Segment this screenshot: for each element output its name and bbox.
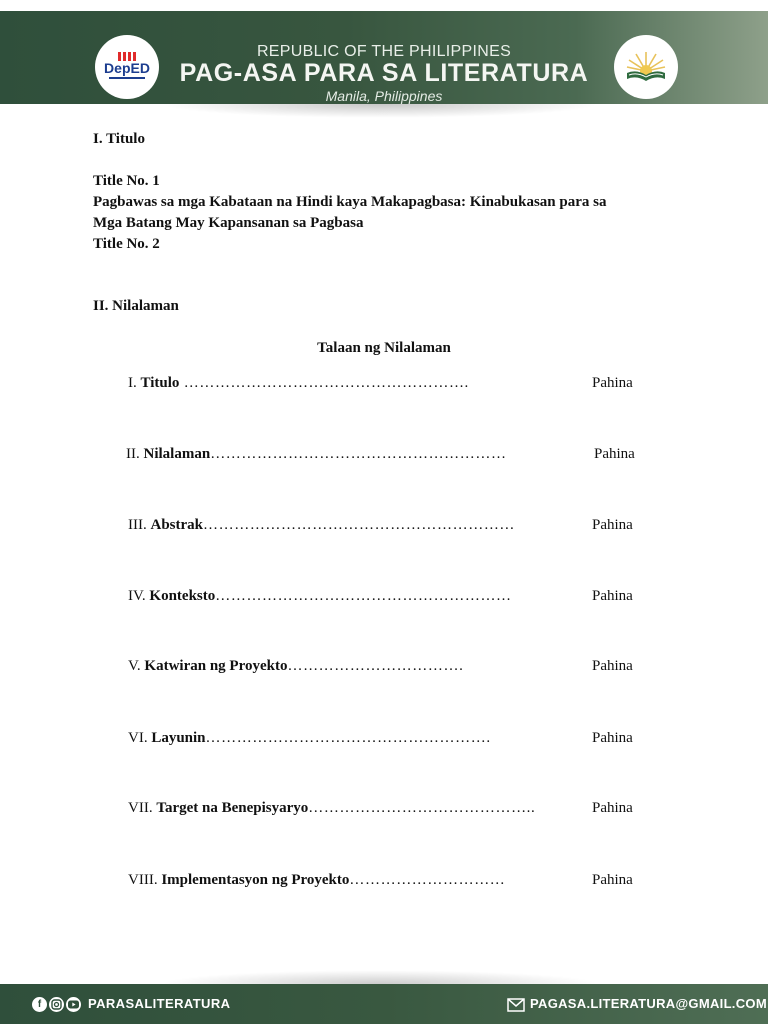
- toc-entry-dots: …………………………………………………: [210, 446, 507, 462]
- toc-entry-page: Pahina: [594, 446, 635, 462]
- toc-entry-page: Pahina: [592, 730, 633, 746]
- toc-entry-number: VII.: [128, 800, 153, 816]
- toc-entry-label: Konteksto: [149, 588, 216, 604]
- youtube-icon[interactable]: [66, 997, 81, 1012]
- toc-entry-number: I.: [128, 375, 137, 391]
- toc-entry-dots: …………………………: [349, 872, 506, 888]
- title1-label: Title No. 1: [93, 173, 160, 189]
- toc-entry-abstrak: [128, 515, 515, 535]
- toc-entry-page: Pahina: [592, 658, 633, 674]
- footer-shadow: [160, 970, 600, 984]
- toc-entry-page: Pahina: [592, 800, 633, 816]
- title2-label: Title No. 2: [93, 236, 160, 252]
- toc-entry-implementasyon: [128, 870, 505, 890]
- section-nilalaman-heading: II. Nilalaman: [93, 298, 179, 314]
- toc-title: Talaan ng Nilalaman: [317, 340, 451, 356]
- title-block: [93, 171, 683, 255]
- toc-entry-dots: ……………………………………………………: [203, 517, 516, 533]
- toc-entry-dots: ……………………………………………….: [179, 375, 469, 391]
- location-label: Manila, Philippines: [325, 88, 443, 104]
- page-header: [0, 11, 768, 104]
- toc-entry-number: II.: [126, 446, 140, 462]
- toc-entry-dots: …………………………….: [287, 658, 464, 674]
- page-footer: [0, 984, 768, 1024]
- toc-entry-number: IV.: [128, 588, 146, 604]
- toc-entry-label: Implementasyon ng Proyekto: [161, 872, 350, 888]
- social-handle[interactable]: PARASALITERATURA: [88, 996, 231, 1011]
- book-sun-logo: [614, 35, 678, 99]
- toc-entry-dots: …………………………………………………: [215, 588, 512, 604]
- facebook-icon[interactable]: f: [32, 997, 47, 1012]
- toc-entry-layunin: [128, 728, 491, 748]
- toc-entry-label: Target na Benepisyaryo: [156, 800, 309, 816]
- toc-entry-label: Layunin: [151, 730, 206, 746]
- toc-entry-label: Nilalaman: [143, 446, 211, 462]
- contact-email[interactable]: PAGASA.LITERATURA@GMAIL.COM: [530, 996, 767, 1011]
- toc-entry-dots: ……………………………………………….: [205, 730, 491, 746]
- toc-entry-number: VIII.: [128, 872, 158, 888]
- deped-logo-text: DepED: [104, 60, 150, 76]
- toc-entry-number: III.: [128, 517, 147, 533]
- toc-entry-number: V.: [128, 658, 141, 674]
- toc-entry-titulo: [128, 373, 469, 393]
- title1-text-line2: Mga Batang May Kapansanan sa Pagbasa: [93, 215, 364, 231]
- toc-entry-page: Pahina: [592, 517, 633, 533]
- header-shadow: [160, 104, 600, 118]
- toc-entry-page: Pahina: [592, 375, 633, 391]
- toc-entry-katwiran: [128, 656, 463, 676]
- social-icons: [32, 997, 81, 1013]
- toc-entry-target: [128, 798, 535, 818]
- toc-entry-label: Katwiran ng Proyekto: [144, 658, 288, 674]
- toc-entry-nilalaman: [126, 444, 507, 464]
- title1-text-line1: Pagbawas sa mga Kabataan na Hindi kaya Makapagbasa: Kinabukasan para sa: [93, 194, 607, 210]
- section-titulo-heading: I. Titulo: [93, 131, 145, 147]
- toc-entry-label: Titulo: [140, 375, 180, 391]
- toc-entry-number: VI.: [128, 730, 148, 746]
- instagram-icon[interactable]: [49, 997, 64, 1012]
- toc-entry-page: Pahina: [592, 872, 633, 888]
- republic-label: REPUBLIC OF THE PHILIPPINES: [256, 43, 512, 60]
- toc-entry-page: Pahina: [592, 588, 633, 604]
- toc-entry-label: Abstrak: [150, 517, 204, 533]
- org-title: PAG-ASA PARA SA LITERATURA: [179, 59, 589, 87]
- toc-entry-dots: ……………………………………..: [308, 800, 536, 816]
- mail-icon: [507, 998, 525, 1012]
- toc-entry-konteksto: [128, 586, 512, 606]
